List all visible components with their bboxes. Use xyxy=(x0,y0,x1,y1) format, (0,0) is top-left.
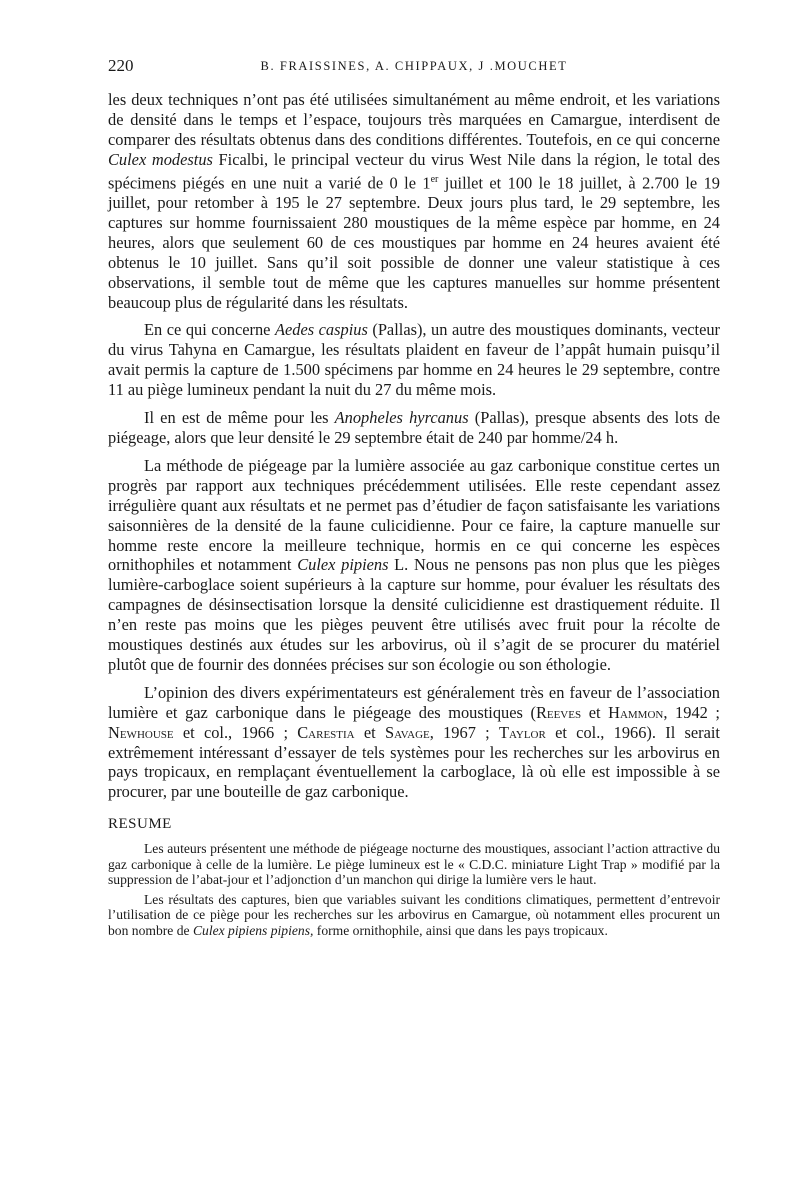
running-head-authors: B. FRAISSINES, A. CHIPPAUX, J .MOUCHET xyxy=(260,59,568,73)
species-name: Culex pipiens xyxy=(297,555,389,575)
text-span: Ficalbi, le principal vecteur du virus West Nile dans la région, le total des spécimens piégés en une nuit a varié de 0 le 1 xyxy=(108,149,720,193)
species-name: Culex pipiens pipiens, xyxy=(192,922,314,938)
resume-paragraph-2 xyxy=(108,892,720,938)
text-span: et col., 1966 ; xyxy=(173,722,298,742)
text-span: (Pallas), un autre des moustiques dominants, vecteur du virus Tahyna en Camargue, les résultats plaident en faveur de l’appât humain puisqu’il avait permis la capture de 1.500 spécimens par homme en 24 heures le 29 septembre, contre 11 au piège lumineux pendant la nuit du 27 du même mois. xyxy=(108,320,720,400)
text-span: La méthode de piégeage par la lumière associée au gaz carbonique constitue certes un progrès par rapport aux techniques précédemment utilisées. Elle reste cependant assez irrégulière quant aux résultats et ne permet pas d’étudier de façon satisfaisante les variations saisonnières de la densité de la faune culicidienne. Pour ce faire, la capture manuelle sur homme reste encore la meilleure technique, hormis en ce qui concerne les espèces ornithophiles et notamment xyxy=(108,455,720,575)
species-name: Culex modestus xyxy=(108,149,213,169)
text-span: Il en est de même pour les xyxy=(144,408,335,428)
text-span: et xyxy=(354,722,385,742)
text-span: forme ornithophile, ainsi que dans les pays tropicaux. xyxy=(313,922,608,938)
text-span: et xyxy=(581,702,609,722)
species-name: Aedes caspius xyxy=(274,320,368,340)
text-span: En ce qui concerne xyxy=(144,320,275,340)
text-span: L. Nous ne pensons pas non plus que les pièges lumière-carboglace soient supérieurs à la capture sur homme, pour évaluer les résultats des campagnes de désinsectisation lorsque la densité culicidienne est drastiquement réduite. Il n’en reste pas moins que les pièges peuvent être utilisés avec fruit pour la récolte de moustiques destinés aux études sur les arbovirus, où il s’agit de se procurer du matériel plutôt que de fournir des données précises sur son écologie ou son éthologie. xyxy=(108,555,720,674)
paragraph-2 xyxy=(108,320,720,400)
author-name: Carestia xyxy=(297,722,355,742)
resume-heading: RESUME xyxy=(108,816,172,833)
page-header xyxy=(108,56,720,80)
paragraph-3 xyxy=(108,408,720,448)
paragraph-1 xyxy=(108,90,720,312)
text-span: , 1967 ; xyxy=(429,722,499,742)
text-span: (Pallas), presque absents des lots de piégeage, alors que leur densité le 29 septembre était de 240 par homme/24 h. xyxy=(108,408,720,447)
paragraph-4 xyxy=(108,456,720,675)
page-number: 220 xyxy=(108,56,134,75)
text-span: les deux techniques n’ont pas été utilisées simultanément au même endroit, et les variations de densité dans le temps et l’espace, toujours très marquées en Camargue, interdisent de comparer des résultats obtenus dans des conditions différentes. Toutefois, en ce qui concerne xyxy=(108,90,720,149)
ordinal-superscript: er xyxy=(430,173,439,185)
author-name: Newhouse xyxy=(108,722,174,742)
text-span: , 1942 ; xyxy=(663,702,720,722)
author-name: Savage xyxy=(384,722,430,742)
text-span: juillet et 100 le 18 juillet, à 2.700 le 19 juillet, pour retomber à 195 le 27 septembre. Deux jours plus tard, le 29 septembre, les captures sur homme fournissaient 280 moustiques de la même espèce par homme, en 24 heures, alors que seulement 60 de ces moustiques par homme en 24 heures avaient été obtenus le 10 juillet. Sans qu’il soit possible de donner une valeur statistique à ces observations, il semble tout de même que les captures manuelles sur homme présentent beaucoup plus de régularité dans les résultats. xyxy=(108,173,721,312)
text-span: L’opinion des divers expérimentateurs est généralement très en faveur de l’association lumière et gaz carbonique dans le piégeage des moustiques ( xyxy=(108,682,720,722)
author-name: Hammon xyxy=(608,702,664,722)
resume-paragraph-1: Les auteurs présentent une méthode de piégeage nocturne des moustiques, associant l’action attractive du gaz carbonique à celle de la lumière. Le piège lumineux est le « C.D.C. miniature Light Trap » modifié par la suppression de l’abat-jour et l’adjonction d’un manchon qui dirige la lumière vers le haut. xyxy=(108,841,720,887)
article-body xyxy=(108,90,720,943)
author-name: Reeves xyxy=(535,702,582,722)
text-span: et col., 1966). Il serait extrêmement intéressant d’essayer de tels systèmes pour les recherches sur les arbovirus en pays tropicaux, en remplaçant éventuellement la carboglace, là où elle est impossible à se procurer, par une bouteille de gaz carbonique. xyxy=(108,722,720,802)
text-span: Les résultats des captures, bien que variables suivant les conditions climatiques, permettent d’entrevoir l’utilisation de ce piège pour les recherches sur les arbovirus en Camargue, où notamment elles procurent un bon nombre de xyxy=(108,892,720,938)
paragraph-5 xyxy=(108,683,720,802)
species-name: Anopheles hyrcanus xyxy=(334,408,469,428)
author-name: Taylor xyxy=(498,722,546,742)
